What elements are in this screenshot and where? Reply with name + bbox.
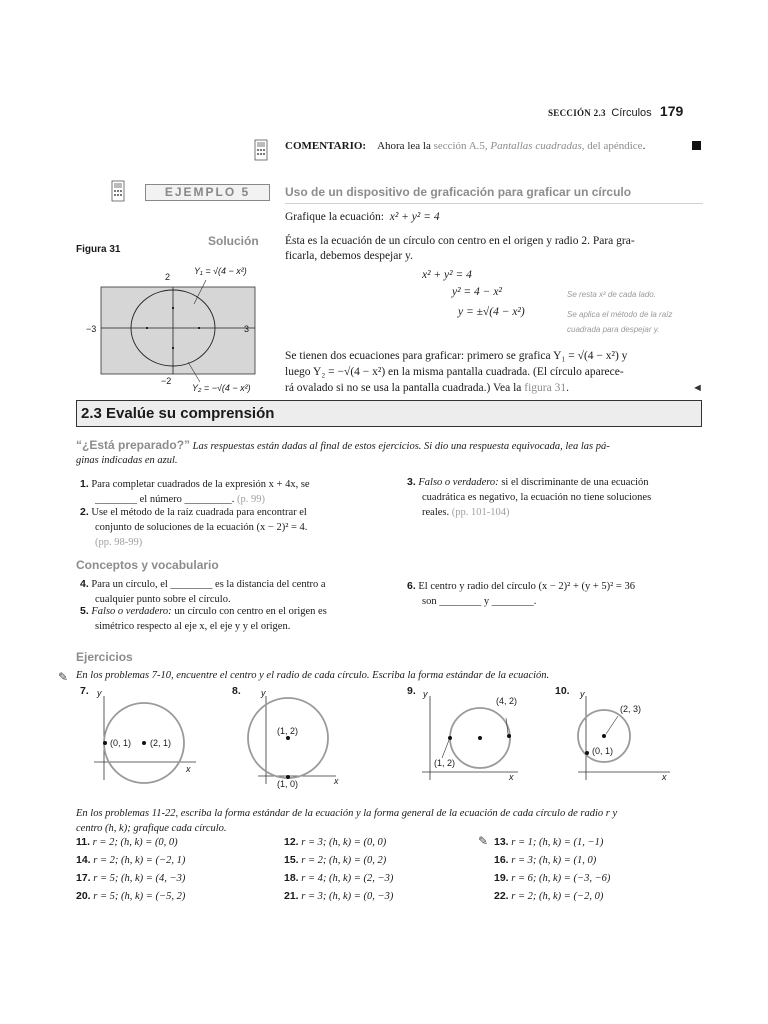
g7-point-1: (0, 1): [110, 738, 132, 748]
note-1: Se resta x² de cada lado.: [567, 290, 656, 299]
comment-end: .: [642, 140, 646, 152]
p3-l2: cuadrática es negativo, la ecuación no tiene soluciones: [422, 492, 652, 503]
p11-num: 11.: [76, 836, 91, 848]
figure-y2-label: Y₂ = −√(4 − x²): [192, 383, 251, 393]
equation-step-2: y² = 4 − x²: [452, 286, 502, 298]
problem-14: [76, 854, 185, 867]
comment-sep: ,: [484, 140, 488, 152]
problem-6: [407, 579, 707, 609]
problems-row-1: [76, 836, 716, 854]
g8-num-text: 8.: [232, 685, 241, 697]
problem-21: [284, 890, 393, 903]
header-title: Círculos: [611, 107, 652, 119]
figure-y1-label: Y₁ = √(4 − x²): [194, 266, 247, 276]
ready-intro-1: [76, 438, 610, 454]
g10-axis-x: x: [662, 772, 667, 782]
figure-tick-left: −3: [86, 324, 97, 334]
p1-l2: ________ el número _________.: [95, 494, 235, 505]
g8-axis-x: x: [334, 776, 339, 786]
exercises-heading: Ejercicios: [76, 650, 133, 664]
problems-row-4: [76, 890, 716, 908]
p5-num: 5.: [80, 605, 89, 617]
p2-l1: Use el método de la raíz cuadrada para encontrar el: [91, 507, 307, 518]
p15-text: r = 2; (h, k) = (0, 2): [301, 855, 387, 866]
p3-ref[interactable]: (pp. 101-104): [451, 507, 510, 518]
p4-num: 4.: [80, 578, 89, 590]
solution-line-1: Ésta es la ecuación de un círculo con centro en el origen y radio 2. Para gra-: [285, 235, 635, 247]
p11-text: r = 2; (h, k) = (0, 0): [92, 837, 178, 848]
p6-num: 6.: [407, 580, 416, 592]
p3-l3: reales.: [422, 507, 450, 518]
p3-l1: si el discriminante de una ecuación: [501, 477, 649, 488]
p4-l1: Para un círculo, el ________ es la distancia del centro a: [91, 579, 326, 590]
p17-num: 17.: [76, 872, 91, 884]
ready-lead: “¿Está preparado?”: [76, 438, 191, 452]
p15-num: 15.: [284, 854, 299, 866]
p20-num: 20.: [76, 890, 91, 902]
p2-ref[interactable]: (pp. 98-99): [95, 537, 143, 548]
p13-text: r = 1; (h, k) = (1, −1): [511, 837, 604, 848]
p18-text: r = 4; (h, k) = (2, −3): [301, 873, 394, 884]
calculator-icon-example: [111, 180, 125, 205]
equation-step-3: y = ±√(4 − x²): [458, 306, 525, 318]
problem-5: [80, 604, 390, 634]
paragraph-line-3: [285, 381, 569, 396]
comment-italic: Pantallas cuadradas: [490, 140, 582, 152]
p5-lead: Falso o verdadero:: [91, 606, 172, 617]
running-header: [548, 104, 683, 121]
note-2: Se aplica el método de la raíz: [567, 310, 673, 319]
graph-7-num: [80, 685, 89, 698]
prompt-equation: x² + y² = 4: [389, 211, 440, 223]
p16-num: 16.: [494, 854, 509, 866]
problems-row-2: [76, 854, 716, 872]
p3-lead: Falso o verdadero:: [418, 477, 499, 488]
problem-3: [407, 475, 707, 520]
g7-axis-y: y: [97, 688, 102, 698]
p2-num: 2.: [80, 506, 89, 518]
problem-1: [80, 477, 380, 507]
g10-point-1: (2, 3): [620, 704, 642, 714]
p1-ref[interactable]: (p. 99): [237, 494, 266, 505]
figure-tick-right: 3: [244, 324, 250, 334]
p19-num: 19.: [494, 872, 509, 884]
end-triangle-icon: ◄: [692, 382, 703, 394]
p12-text: r = 3; (h, k) = (0, 0): [301, 837, 387, 848]
paragraph-line-2: luego Y₂ = −√(4 − x²) en la misma pantalla cuadrada. (El círculo aparece-: [285, 366, 624, 378]
p13-num: 13.: [494, 836, 509, 848]
prompt-text: Grafique la ecuación:: [285, 211, 384, 223]
comment-label: COMENTARIO:: [285, 140, 367, 152]
p21-num: 21.: [284, 890, 299, 902]
p12-num: 12.: [284, 836, 299, 848]
pencil-icon: ✎: [58, 670, 69, 684]
problem-16: [494, 854, 596, 867]
figure-label: Figura 31: [76, 244, 121, 255]
end-square-icon: [692, 141, 701, 150]
p4-l2: cualquier punto sobre el círculo.: [95, 594, 231, 605]
p1-num: 1.: [80, 478, 89, 490]
ready-text-1: Las respuestas están dadas al final de estos ejercicios. Si dio una respuesta equivocada, lea las pá-: [192, 441, 610, 452]
para3-text: rá ovalado si no se usa la pantalla cuadrada.) Vea la: [285, 382, 522, 394]
p14-num: 14.: [76, 854, 91, 866]
concepts-heading: Conceptos y vocabulario: [76, 558, 219, 572]
solution-line-2: ficarla, debemos despejar y.: [285, 250, 413, 262]
problem-15: [284, 854, 386, 867]
p18-num: 18.: [284, 872, 299, 884]
p6-l2: son ________ y ________.: [422, 596, 537, 607]
comment-after: , del apéndice: [581, 140, 643, 152]
problem-18: [284, 872, 393, 885]
problem-22: [494, 890, 603, 903]
problems-row-3: [76, 872, 716, 890]
g7-axis-x: x: [186, 764, 191, 774]
g8-point-1: (1, 2): [277, 726, 299, 736]
figure-link[interactable]: figura 31: [524, 382, 567, 394]
para3-end: .: [566, 382, 569, 394]
g10-num-text: 10.: [555, 685, 570, 697]
g8-point-2: (1, 0): [277, 779, 299, 789]
g9-num-text: 9.: [407, 685, 416, 697]
g7-point-2: (2, 1): [150, 738, 172, 748]
problem-2: [80, 505, 380, 550]
problem-17: [76, 872, 185, 885]
g7-num-text: 7.: [80, 685, 89, 697]
page-number: 179: [659, 103, 684, 119]
g10-point-2: (0, 1): [592, 746, 614, 756]
p5-l2: simétrico respecto al eje x, el eje y y el origen.: [95, 621, 291, 632]
graph-10-svg: [574, 688, 684, 788]
section-title: 2.3 Evalúe su comprensión: [76, 400, 702, 427]
g9-point-2: (1, 2): [434, 758, 456, 768]
p14-text: r = 2; (h, k) = (−2, 1): [93, 855, 186, 866]
p2-l2: conjunto de soluciones de la ecuación (x − 2)² = 4.: [95, 522, 308, 533]
p22-num: 22.: [494, 890, 509, 902]
problem-13: [494, 836, 603, 849]
p3-num: 3.: [407, 476, 416, 488]
pencil-icon-13: ✎: [478, 834, 489, 848]
problem-11: [76, 836, 178, 849]
p1-l1: Para completar cuadrados de la expresión x + 4x, se: [91, 479, 310, 490]
figure-tick-top: 2: [165, 272, 171, 282]
g9-point-1: (4, 2): [496, 696, 518, 706]
exercises-intro-2-l1: En los problemas 11-22, escriba la forma estándar de la ecuación y la forma general de la ecuación de cada círculo de radio r y: [76, 808, 618, 819]
graph-7: [92, 688, 202, 791]
problems-grid: [76, 836, 716, 908]
graph-9-num: [407, 685, 416, 698]
example-rule: [285, 203, 703, 204]
example-label: EJEMPLO 5: [145, 184, 270, 201]
p19-text: r = 6; (h, k) = (−3, −6): [511, 873, 611, 884]
problem-4: [80, 577, 390, 607]
p6-l1: El centro y radio del círculo (x − 2)² + (y + 5)² = 36: [418, 581, 635, 592]
note-3: cuadrada para despejar y.: [567, 325, 660, 334]
figure-tick-bottom: −2: [161, 376, 172, 386]
example-title: Uso de un dispositivo de graficación para graficar un círculo: [285, 185, 632, 199]
graph-10-num: [555, 685, 570, 698]
p16-text: r = 3; (h, k) = (1, 0): [511, 855, 597, 866]
problem-12: [284, 836, 386, 849]
calculator-icon: [254, 139, 268, 164]
problem-20: [76, 890, 185, 903]
header-section: SECCIÓN 2.3: [548, 108, 606, 118]
equation-step-1: x² + y² = 4: [422, 269, 472, 281]
g8-axis-y: y: [261, 688, 266, 698]
p22-text: r = 2; (h, k) = (−2, 0): [511, 891, 604, 902]
solution-label: Solución: [208, 234, 259, 248]
p21-text: r = 3; (h, k) = (0, −3): [301, 891, 394, 902]
exercises-intro-1: En los problemas 7-10, encuentre el centro y el radio de cada círculo. Escriba la forma estándar de la ecuación.: [76, 670, 550, 681]
p20-text: r = 5; (h, k) = (−5, 2): [93, 891, 186, 902]
paragraph-line-1: Se tienen dos ecuaciones para graficar: primero se grafica Y₁ = √(4 − x²) y: [285, 350, 628, 362]
comment-text: Ahora lea la: [377, 140, 431, 152]
g9-axis-x: x: [509, 772, 514, 782]
g10-axis-y: y: [580, 689, 585, 699]
comment-link[interactable]: sección A.5: [433, 140, 485, 152]
comment: [285, 139, 645, 154]
ready-intro-2: ginas indicadas en azul.: [76, 455, 178, 466]
exercises-intro-2-l2: centro (h, k); grafique cada círculo.: [76, 823, 227, 834]
p5-l1: un círculo con centro en el origen es: [174, 606, 327, 617]
g9-axis-y: y: [423, 689, 428, 699]
graph-8-svg: [240, 688, 350, 788]
p17-text: r = 5; (h, k) = (4, −3): [93, 873, 186, 884]
problem-19: [494, 872, 610, 885]
example-prompt: [285, 210, 440, 225]
